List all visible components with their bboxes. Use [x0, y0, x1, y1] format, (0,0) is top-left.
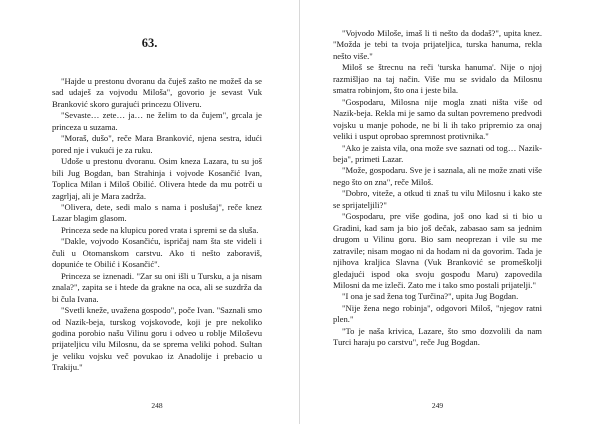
paragraph: "Nije žena nego robinja", odgovori Miloš, "njegov ratni plen." — [333, 302, 542, 325]
paragraph: "Sevaste… zete… ja… ne želim to da čujem", grcala je princeza u suzama. — [52, 110, 262, 132]
paragraph: Princeza se iznenadi. "Zar su oni išli u Tursku, a ja nisam znala?", zapita se i htede da grakne na oca, ali se suzdrža da bi čula Ivana. — [52, 270, 262, 304]
paragraph: "Gospodaru, pre više godina, još ono kad si ti bio u Gradini, kad sam ja bio još dečak, zabasao sam sa jednim drugom u Vilinu goru. Bio sam neoprezan i vile su me zatravile; nisam mogao ni da hodam ni da govorim. Tada je njihova kraljica Slavna (Vuk Branković se promeškolji gledajući ispod oka svoju gospođu Maru) zapovedila Milosni da me izleči. Zato me i tako smo postali prijatelji." — [333, 211, 542, 290]
paragraph: Uđoše u prestonu dvoranu. Osim kneza Lazara, tu su još bili Jug Bogdan, ban Strahinja i vojvode Kosančić Ivan, Toplica Milan i Miloš Obilić. Olivera htede da mu potrči u zagrljaj, ali je Mara zadrža. — [52, 156, 262, 201]
paragraph: "Ako je zaista vila, ona može sve saznati od tog… Nazik-beja", primeti Lazar. — [333, 142, 542, 164]
paragraph: "I ona je sad žena tog Turčina?", upita Jug Bogdan. — [342, 291, 519, 302]
paragraph: "Dobro, viteže, a otkud ti znaš tu vilu Milosnu i kako ste se sprijateljili?" — [333, 188, 542, 210]
paragraph: Princeza sede na klupicu pored vrata i spremi se da sluša. — [61, 224, 259, 235]
paragraph: "To je naša krivica, Lazare, što smo dozvolili da nam Turci haraju po carstvu", reče Jug Bogdan. — [333, 325, 542, 348]
paragraph: "Olivera, dete, sedi malo s nama i poslušaj", reče knez Lazar blagim glasom. — [52, 201, 262, 224]
paragraph: "Gospodaru, Milosna nije mogla znati ništa više od Nazik-beja. Rekla mi je samo da sultan povremeno predvodi vojsku u manje pohode, ne bi li ih tako pripremio za onaj veliki i usput oprobao spremnost protivnika." — [333, 96, 542, 142]
paragraph: "Dakle, vojvodo Kosančiću, ispričaj nam šta ste videli i čuli u Otomanskom carstvu. Ako ti nešto zaboraviš, dopuniće te Obilić i Kosančić". — [52, 236, 262, 270]
paragraph: "Hajde u prestonu dvoranu da čuješ zašto ne možeš da se sad udaješ za vojvodu Miloša", govorio je sevast Vuk Branković skoro gurajući princezu Oliveru. — [52, 76, 262, 109]
left-page-text — [52, 76, 262, 374]
page-number: 248 — [151, 401, 163, 410]
paragraph: "Moraš, dušo", reče Mara Branković, njena sestra, idući pored nje i vukući je za ruku. — [52, 133, 262, 155]
paragraph: Miloš se štrecnu na reči 'turska hanuma'. Nije o njoj razmišljao na taj način. Više mu se svidalo da Milosnu smatra robinjom, što ona i jeste bila. — [333, 62, 542, 96]
paragraph: "Vojvodo Miloše, imaš li ti nešto da dodaš?", upita knez. "Možda je tebi ta tvoja prijateljica, turska hanuma, rekla nešto više." — [333, 28, 542, 61]
paragraph: "Svetli kneže, uvažena gospodo", poče Ivan. "Saznali smo od Nazik-beja, turskog vojskovođe, koji je pre nekoliko godina porobio našu Vilinu goru i odveo u roblje Miloševu prijateljicu vilu Milosnu, da se sprema veliki pohod. Sultan je veliku vojsku več povukao iz Anadolije i prebacio u Trakiju." — [52, 305, 262, 373]
page-number: 249 — [431, 401, 444, 410]
chapter-number: 63. — [141, 36, 158, 50]
right-page-text — [333, 28, 542, 349]
right-page — [300, 0, 600, 424]
paragraph: "Može, gospodaru. Sve je i saznala, ali ne može znati više nego što on zna", reče Miloš. — [333, 165, 542, 187]
